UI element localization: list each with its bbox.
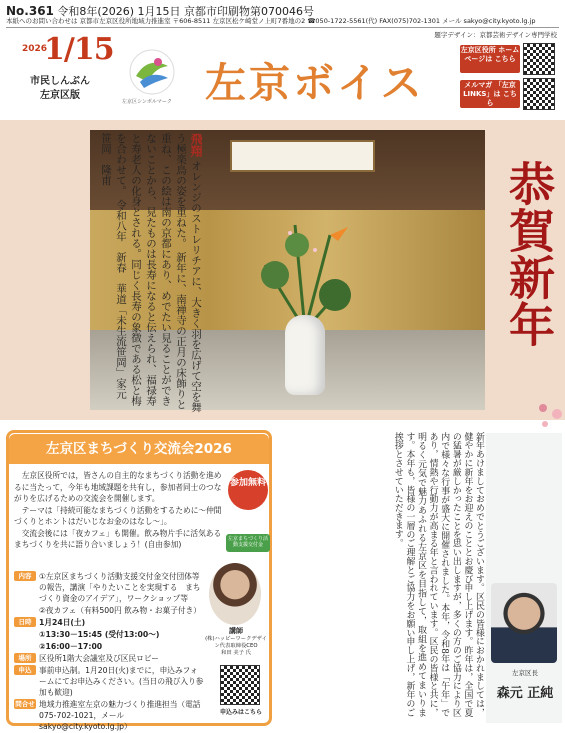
detail-label: 内容 bbox=[14, 571, 36, 581]
detail-value: 事前申込制。1月20日(火)までに，申込みフォームにてお申込みください。(当日の飛び入り参加も歓迎) bbox=[39, 666, 204, 697]
newsletter-qr-code[interactable] bbox=[523, 78, 555, 110]
mayor-name: 森元 正純 bbox=[496, 686, 554, 701]
detail-value: 1月24日(土) bbox=[39, 618, 86, 627]
detail-value: ②夜カフェ（有料500円 飲み物・お菓子付き） bbox=[39, 606, 201, 615]
ward-homepage-link[interactable]: 左京区役所 ホームページは こちら bbox=[460, 45, 520, 73]
speaker-title: 講師 bbox=[229, 627, 243, 635]
event-lead-text: 左京区役所では，皆さんの自主的なまちづくり活動を進めるに当たって，今年も地域課題を共有し，参加者同士のつながりを広げるための交流会を開催します。 テーマは「持続可能なまちづくり活動をするために～仲間づくりとホントはだいじなお金のはなし～」。 交流会後には「夜カフェ」も開催。飲み物片手に活気あるまちづくりを共に語り合いましょう！(自由参加) bbox=[14, 471, 222, 549]
detail-label: 日時 bbox=[14, 617, 36, 627]
detail-label bbox=[14, 605, 36, 615]
new-year-greeting: 恭賀新年 bbox=[502, 160, 556, 348]
detail-row bbox=[14, 617, 204, 628]
ward-label: 左京区版 bbox=[40, 90, 80, 101]
issue-number: No.361 bbox=[6, 4, 54, 18]
logo-caption: 左京区シンボルマーク bbox=[122, 99, 172, 105]
publisher-code: 京都市印刷物第070046号 bbox=[183, 5, 314, 18]
speaker-org: (株)ハッピーワークデザイン代表取締役CEO bbox=[205, 636, 267, 649]
newspaper-title: 左京ボイス bbox=[205, 59, 425, 107]
poem-text: オレンジのストレリチアに、大きく羽を広げて空を舞う極楽鳥の姿を重ねた。 新年に、南禅寺の正月の床飾りと重ね、この絵は南の京都にあり、めでたい見ることができないことから、見たものは長寿になると伝えられ、福禄寿と寿老人の化身とされる。同じく長寿の象徴である松と梅を合わせて。 bbox=[115, 133, 202, 413]
issue-date: 令和8年(2026) 1月15日 bbox=[57, 5, 181, 18]
event-details bbox=[14, 571, 204, 733]
contact-line: 本紙へのお問い合わせは 京都市左京区役所地域力推進室 〒606-8511 左京区松ケ崎堂ノ上町7番地の2 ☎050-1722-5561(代) FAX(075)702-1301 メール sakyo@city.kyoto.lg.jp bbox=[6, 16, 559, 28]
detail-value: ①13:30－15:45 (受付13:00～) bbox=[39, 630, 160, 639]
detail-row bbox=[14, 653, 204, 664]
newsletter-link[interactable]: メルマガ 「左京 LINKS」は こちら bbox=[460, 80, 520, 108]
ward-symbol-logo bbox=[128, 48, 176, 96]
free-badge: 参加無料 bbox=[228, 470, 268, 510]
detail-row bbox=[14, 641, 204, 652]
detail-label: 場所 bbox=[14, 653, 36, 663]
application-qr-caption: 申込みはこちら bbox=[219, 709, 262, 716]
speaker-caption bbox=[203, 628, 269, 657]
detail-label bbox=[14, 629, 36, 639]
issue-big-date: 1/15 bbox=[44, 32, 114, 67]
white-vase bbox=[285, 315, 325, 395]
detail-row bbox=[14, 571, 204, 604]
detail-value: 地域力推進室左京の魅力づくり推進担当（電話075-702-1021，メールsakyo@city.kyoto.lg.jp） bbox=[39, 700, 201, 731]
detail-row bbox=[14, 699, 204, 732]
year-label: 2026 bbox=[22, 44, 48, 54]
edition-label: 市民しんぶん bbox=[30, 76, 90, 87]
detail-value: 区役所1階大会議室及び区民ロビー bbox=[39, 654, 159, 663]
detail-label bbox=[14, 641, 36, 651]
cover-poem bbox=[98, 133, 203, 413]
detail-value: ①左京区まちづくり活動支援交付金交付団体等の報告，講演「やりたいことを実現する まちづくり資金のアイデア」，ワークショップ等 bbox=[39, 572, 201, 603]
poem-title: 飛翔 bbox=[189, 133, 203, 157]
mayor-box bbox=[486, 433, 562, 723]
mayor-message: 新年あけましておめでとうございます。区民の皆様におかれましては，健やかに新年をお迎えのこととお慶び申し上げます。昨年は，全国で夏の猛暑が厳しかったことを思い出しますが，多くの方のご協力により区内で様々な行事が盛大に開催されました。本年，令和8年は「午年」であり，情熱や行動力が高まる年と言われています。区民の皆様と共に，明るく元気で魅力あふれる左京区を目指して，取組を進めてまいります。本年も，皆様の一層のご理解とご協力をお願い申し上げ，新年のご挨拶とさせていただきます。 bbox=[392, 432, 484, 717]
detail-row bbox=[14, 665, 204, 698]
application-qr-code[interactable] bbox=[220, 665, 260, 705]
detail-row bbox=[14, 629, 204, 640]
detail-row bbox=[14, 605, 204, 616]
hanging-scroll bbox=[230, 140, 375, 172]
mayor-photo bbox=[491, 583, 557, 663]
speaker-photo bbox=[209, 563, 261, 625]
detail-value: ②16:00－17:00 bbox=[39, 642, 103, 651]
design-credit: 題字デザイン：京都芸術デザイン専門学校 bbox=[434, 31, 557, 39]
homepage-qr-code[interactable] bbox=[523, 43, 555, 75]
grant-tag: 左京まちづくり活動支援交付金 bbox=[226, 534, 270, 552]
event-title: 左京区まちづくり交流会2026 bbox=[9, 434, 269, 464]
poem-author: 令和八年 新春 華道「未生流笹岡」家元 笹岡 隆甫 bbox=[100, 133, 127, 410]
detail-label: 問合せ bbox=[15, 700, 35, 708]
dot-ornament bbox=[535, 400, 565, 430]
mayor-title: 左京区長 bbox=[512, 669, 538, 677]
speaker-name: 和田 美子 氏 bbox=[221, 650, 251, 656]
detail-label: 申込 bbox=[14, 665, 36, 675]
